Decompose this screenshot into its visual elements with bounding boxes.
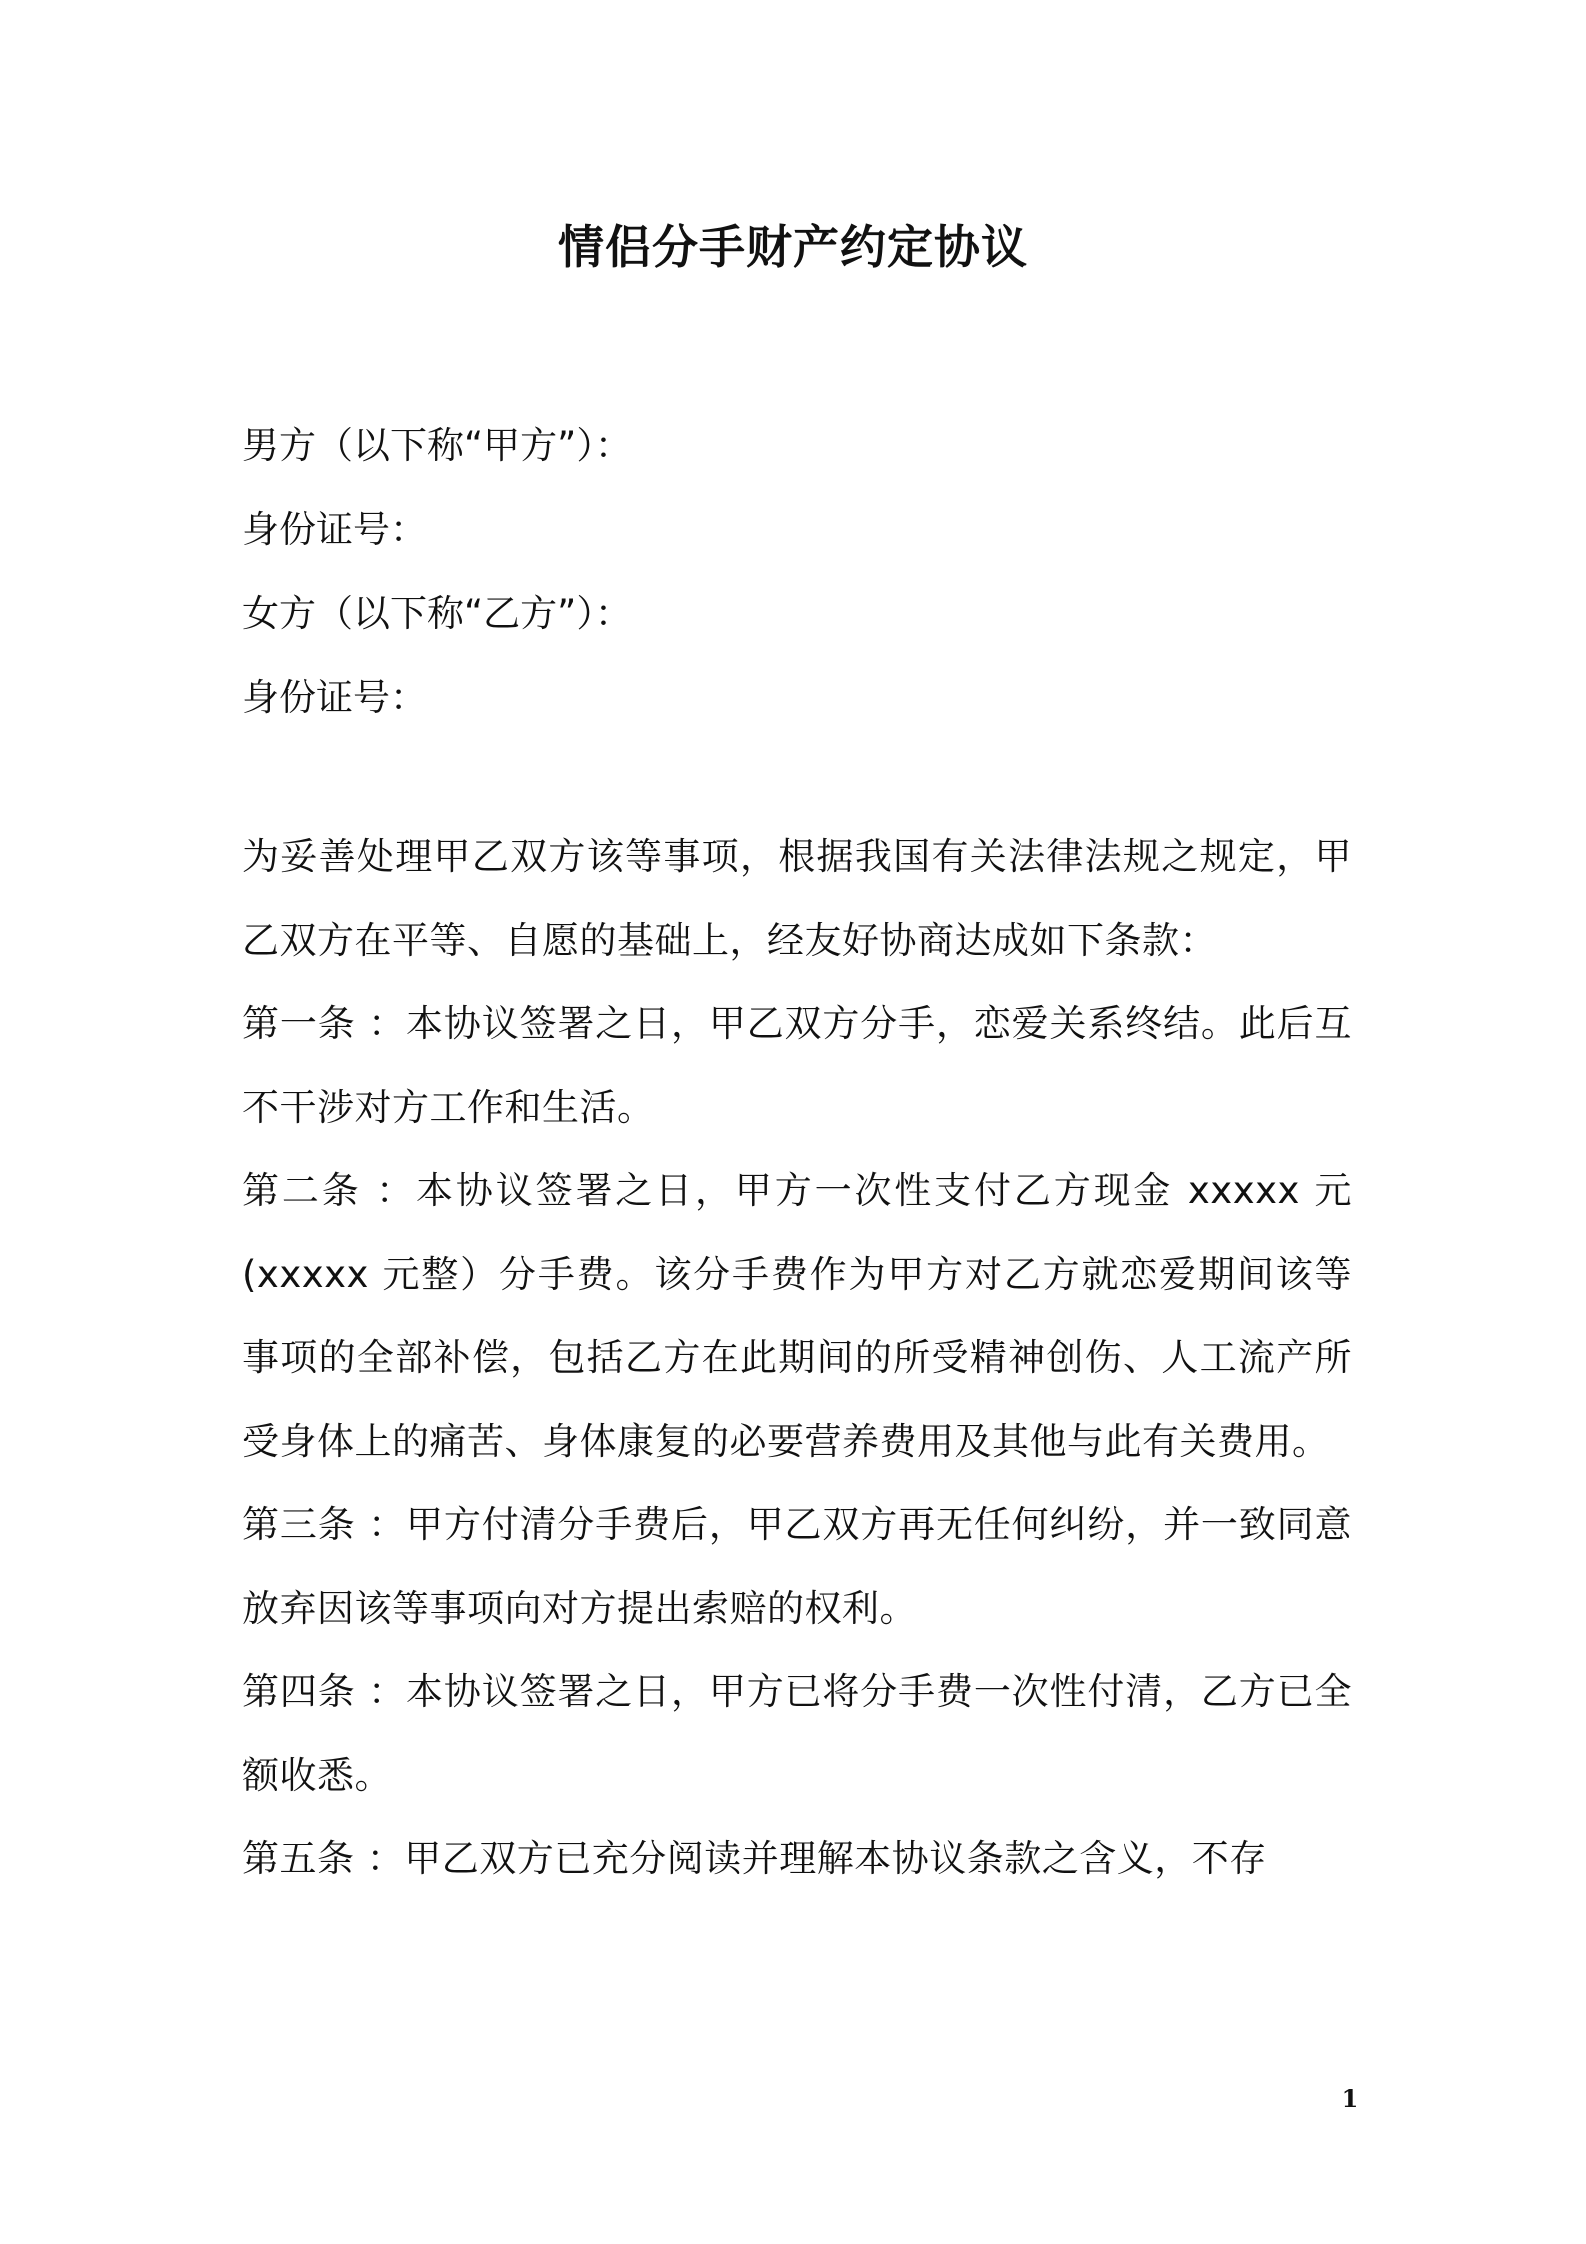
clause-3: 第三条 ：甲方付清分手费后，甲乙双方再无任何纠纷，并一致同意放弃因该等事项向对方提出索赔的权利。 (242, 1503, 1352, 1630)
clause-2: 第二条 ：本协议签署之日，甲方一次性支付乙方现金 xxxxx 元(xxxxx 元整）分手费。该分手费作为甲方对乙方就恋爱期间该等事项的全部补偿，包括乙方在此期间的所受精神创伤、人工流产所受身体上的痛苦、身体康复的必要营养费用及其他与此有关费用。 (242, 1169, 1352, 1463)
clause-4: 第四条 ：本协议签署之日，甲方已将分手费一次性付清，乙方已全额收悉。 (242, 1670, 1352, 1797)
document-title: 情侣分手财产约定协议 (558, 220, 1028, 274)
party-b-line: 女方（以下称“乙方”）： (242, 592, 632, 635)
party-a-id-line: 身份证号： (242, 508, 427, 551)
clause-5: 第五条 ：甲乙双方已充分阅读并理解本协议条款之含义，不存 (242, 1837, 1267, 1880)
preamble-paragraph: 为妥善处理甲乙双方该等事项，根据我国有关法律法规之规定，甲乙双方在平等、自愿的基础上，经友好协商达成如下条款： (242, 835, 1352, 962)
agreement-body (242, 815, 1352, 1901)
party-b-id-line: 身份证号： (242, 676, 427, 719)
party-a-line: 男方（以下称“甲方”）： (242, 424, 632, 467)
page-number: 1 (1341, 2084, 1359, 2113)
party-info-list (242, 404, 1352, 740)
clause-1: 第一条 ：本协议签署之日，甲乙双方分手，恋爱关系终结。此后互不干涉对方工作和生活。 (242, 1002, 1352, 1129)
